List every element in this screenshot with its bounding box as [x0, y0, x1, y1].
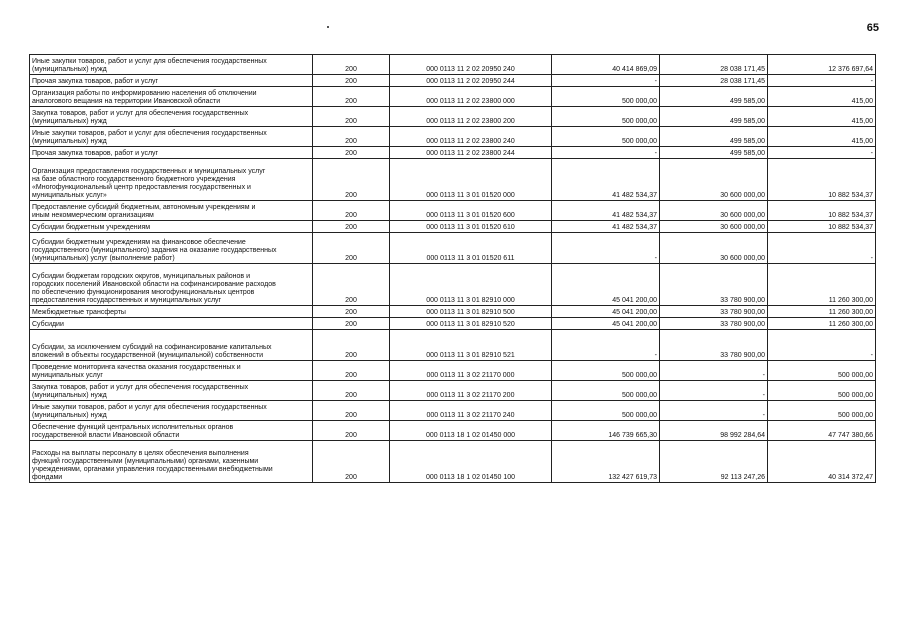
- table-row: [30, 306, 876, 318]
- cell-code1: 200: [313, 306, 390, 318]
- cell-code2: 000 0113 11 2 02 20950 240: [390, 55, 552, 75]
- table-row: [30, 55, 876, 75]
- cell-code2: 000 0113 11 2 02 20950 244: [390, 75, 552, 87]
- cell-name: Расходы на выплаты персоналу в целях обеспечения выполнения функций государственными (муниципальными) органами, казенными учреждениями, органами управления государственными внебюджетными фондами: [30, 441, 313, 483]
- cell-v3: 500 000,00: [768, 361, 876, 381]
- cell-name: Иные закупки товаров, работ и услуг для обеспечения государственных (муниципальных) нужд: [30, 127, 313, 147]
- cell-v2: 30 600 000,00: [660, 201, 768, 221]
- cell-v2: 28 038 171,45: [660, 75, 768, 87]
- table-row: [30, 318, 876, 330]
- cell-v1: 500 000,00: [552, 401, 660, 421]
- cell-code2: 000 0113 11 3 01 01520 610: [390, 221, 552, 233]
- cell-name: Предоставление субсидий бюджетным, автономным учреждениям и иным некоммерческим организациям: [30, 201, 313, 221]
- cell-code2: 000 0113 11 2 02 23800 200: [390, 107, 552, 127]
- cell-v1: 45 041 200,00: [552, 264, 660, 306]
- cell-name: Субсидии бюджетным учреждениям: [30, 221, 313, 233]
- cell-code2: 000 0113 11 2 02 23800 000: [390, 87, 552, 107]
- cell-code1: 200: [313, 233, 390, 264]
- table-row: [30, 147, 876, 159]
- cell-name: Организация работы по информированию населения об отключении аналогового вещания на территории Ивановской области: [30, 87, 313, 107]
- table-row: [30, 107, 876, 127]
- cell-code2: 000 0113 11 3 01 01520 600: [390, 201, 552, 221]
- cell-v3: 10 882 534,37: [768, 221, 876, 233]
- cell-v2: 30 600 000,00: [660, 221, 768, 233]
- cell-v3: 11 260 300,00: [768, 306, 876, 318]
- cell-name: Обеспечение функций центральных исполнительных органов государственной власти Ивановской области: [30, 421, 313, 441]
- cell-v3: 500 000,00: [768, 401, 876, 421]
- cell-v3: -: [768, 330, 876, 361]
- cell-v1: 500 000,00: [552, 381, 660, 401]
- table-row: [30, 381, 876, 401]
- cell-v1: 40 414 869,09: [552, 55, 660, 75]
- table-row: [30, 233, 876, 264]
- cell-v3: -: [768, 147, 876, 159]
- cell-v2: -: [660, 381, 768, 401]
- cell-v3: 10 882 534,37: [768, 159, 876, 201]
- cell-v1: 132 427 619,73: [552, 441, 660, 483]
- cell-code1: 200: [313, 87, 390, 107]
- cell-name: Проведение мониторинга качества оказания государственных и муниципальных услуг: [30, 361, 313, 381]
- cell-v2: 499 585,00: [660, 147, 768, 159]
- cell-code1: 200: [313, 441, 390, 483]
- cell-name: Субсидии, за исключением субсидий на софинансирование капитальных вложений в объекты государственной (муниципальной) собственности: [30, 330, 313, 361]
- table-row: [30, 201, 876, 221]
- cell-v1: -: [552, 75, 660, 87]
- cell-v3: 10 882 534,37: [768, 201, 876, 221]
- cell-v1: 500 000,00: [552, 107, 660, 127]
- cell-code1: 200: [313, 381, 390, 401]
- cell-v2: 33 780 900,00: [660, 330, 768, 361]
- cell-v1: 500 000,00: [552, 361, 660, 381]
- cell-name: Иные закупки товаров, работ и услуг для обеспечения государственных (муниципальных) нужд: [30, 401, 313, 421]
- cell-v2: 92 113 247,26: [660, 441, 768, 483]
- cell-v1: 41 482 534,37: [552, 221, 660, 233]
- cell-v2: 33 780 900,00: [660, 306, 768, 318]
- cell-v3: 40 314 372,47: [768, 441, 876, 483]
- cell-code2: 000 0113 11 3 02 21170 000: [390, 361, 552, 381]
- cell-name: Субсидии бюджетным учреждениям на финансовое обеспечение государственного (муниципального) задания на оказание государственных (муниципальных) услуг (выполнение работ): [30, 233, 313, 264]
- cell-code2: 000 0113 11 3 02 21170 200: [390, 381, 552, 401]
- table-row: [30, 441, 876, 483]
- cell-v3: 500 000,00: [768, 381, 876, 401]
- cell-name: Закупка товаров, работ и услуг для обеспечения государственных (муниципальных) нужд: [30, 107, 313, 127]
- cell-v3: 11 260 300,00: [768, 318, 876, 330]
- cell-name: Прочая закупка товаров, работ и услуг: [30, 147, 313, 159]
- cell-code1: 200: [313, 147, 390, 159]
- cell-code1: 200: [313, 159, 390, 201]
- cell-v3: 415,00: [768, 107, 876, 127]
- cell-code2: 000 0113 11 3 01 82910 521: [390, 330, 552, 361]
- cell-code1: 200: [313, 201, 390, 221]
- cell-name: Иные закупки товаров, работ и услуг для обеспечения государственных (муниципальных) нужд: [30, 55, 313, 75]
- cell-v2: -: [660, 361, 768, 381]
- table-row: [30, 330, 876, 361]
- cell-name: Прочая закупка товаров, работ и услуг: [30, 75, 313, 87]
- cell-v2: 499 585,00: [660, 107, 768, 127]
- cell-code2: 000 0113 11 2 02 23800 244: [390, 147, 552, 159]
- table-row: [30, 127, 876, 147]
- table-row: [30, 159, 876, 201]
- cell-v1: 41 482 534,37: [552, 201, 660, 221]
- cell-code1: 200: [313, 107, 390, 127]
- cell-code2: 000 0113 11 3 01 01520 000: [390, 159, 552, 201]
- cell-code1: 200: [313, 318, 390, 330]
- table-row: [30, 264, 876, 306]
- cell-code2: 000 0113 18 1 02 01450 100: [390, 441, 552, 483]
- cell-v2: 98 992 284,64: [660, 421, 768, 441]
- cell-name: Закупка товаров, работ и услуг для обеспечения государственных (муниципальных) нужд: [30, 381, 313, 401]
- cell-v3: -: [768, 75, 876, 87]
- cell-v3: 415,00: [768, 87, 876, 107]
- cell-v2: 30 600 000,00: [660, 159, 768, 201]
- table-row: [30, 75, 876, 87]
- cell-code2: 000 0113 11 2 02 23800 240: [390, 127, 552, 147]
- cell-code2: 000 0113 18 1 02 01450 000: [390, 421, 552, 441]
- budget-table: [29, 54, 876, 483]
- cell-code2: 000 0113 11 3 01 82910 500: [390, 306, 552, 318]
- table-row: [30, 87, 876, 107]
- cell-v1: 45 041 200,00: [552, 306, 660, 318]
- cell-code2: 000 0113 11 3 01 82910 520: [390, 318, 552, 330]
- cell-v3: 11 260 300,00: [768, 264, 876, 306]
- cell-v3: -: [768, 233, 876, 264]
- cell-v1: -: [552, 147, 660, 159]
- cell-v1: 500 000,00: [552, 127, 660, 147]
- cell-code1: 200: [313, 127, 390, 147]
- cell-v2: 30 600 000,00: [660, 233, 768, 264]
- cell-name: Организация предоставления государственных и муниципальных услуг на базе областного государственного бюджетного учреждения «Многофункциональный центр предоставления государственных и муниципальных услуг»: [30, 159, 313, 201]
- cell-code1: 200: [313, 75, 390, 87]
- cell-v1: 45 041 200,00: [552, 318, 660, 330]
- cell-v1: 146 739 665,30: [552, 421, 660, 441]
- cell-code2: 000 0113 11 3 02 21170 240: [390, 401, 552, 421]
- cell-code1: 200: [313, 55, 390, 75]
- cell-v1: 41 482 534,37: [552, 159, 660, 201]
- cell-code2: 000 0113 11 3 01 01520 611: [390, 233, 552, 264]
- cell-v2: 28 038 171,45: [660, 55, 768, 75]
- cell-v3: 415,00: [768, 127, 876, 147]
- budget-table-body: [30, 55, 876, 483]
- cell-v1: -: [552, 233, 660, 264]
- cell-code2: 000 0113 11 3 01 82910 000: [390, 264, 552, 306]
- cell-v2: 499 585,00: [660, 127, 768, 147]
- table-row: [30, 361, 876, 381]
- cell-v2: 499 585,00: [660, 87, 768, 107]
- cell-v2: -: [660, 401, 768, 421]
- scan-speck: [327, 26, 329, 28]
- cell-v1: 500 000,00: [552, 87, 660, 107]
- cell-v2: 33 780 900,00: [660, 318, 768, 330]
- cell-code1: 200: [313, 264, 390, 306]
- cell-name: Межбюджетные трансферты: [30, 306, 313, 318]
- page-number: 65: [866, 22, 879, 34]
- cell-v1: -: [552, 330, 660, 361]
- cell-code1: 200: [313, 361, 390, 381]
- cell-code1: 200: [313, 221, 390, 233]
- cell-code1: 200: [313, 421, 390, 441]
- cell-code1: 200: [313, 401, 390, 421]
- cell-v3: 12 376 697,64: [768, 55, 876, 75]
- cell-v2: 33 780 900,00: [660, 264, 768, 306]
- table-row: [30, 221, 876, 233]
- table-row: [30, 401, 876, 421]
- cell-name: Субсидии: [30, 318, 313, 330]
- cell-code1: 200: [313, 330, 390, 361]
- cell-name: Субсидии бюджетам городских округов, муниципальных районов и городских поселений Ивановской области на софинансирование расходов по обеспечению функционирования многофункциональных центров предоставления государственных и муниципальных услуг: [30, 264, 313, 306]
- table-row: [30, 421, 876, 441]
- cell-v3: 47 747 380,66: [768, 421, 876, 441]
